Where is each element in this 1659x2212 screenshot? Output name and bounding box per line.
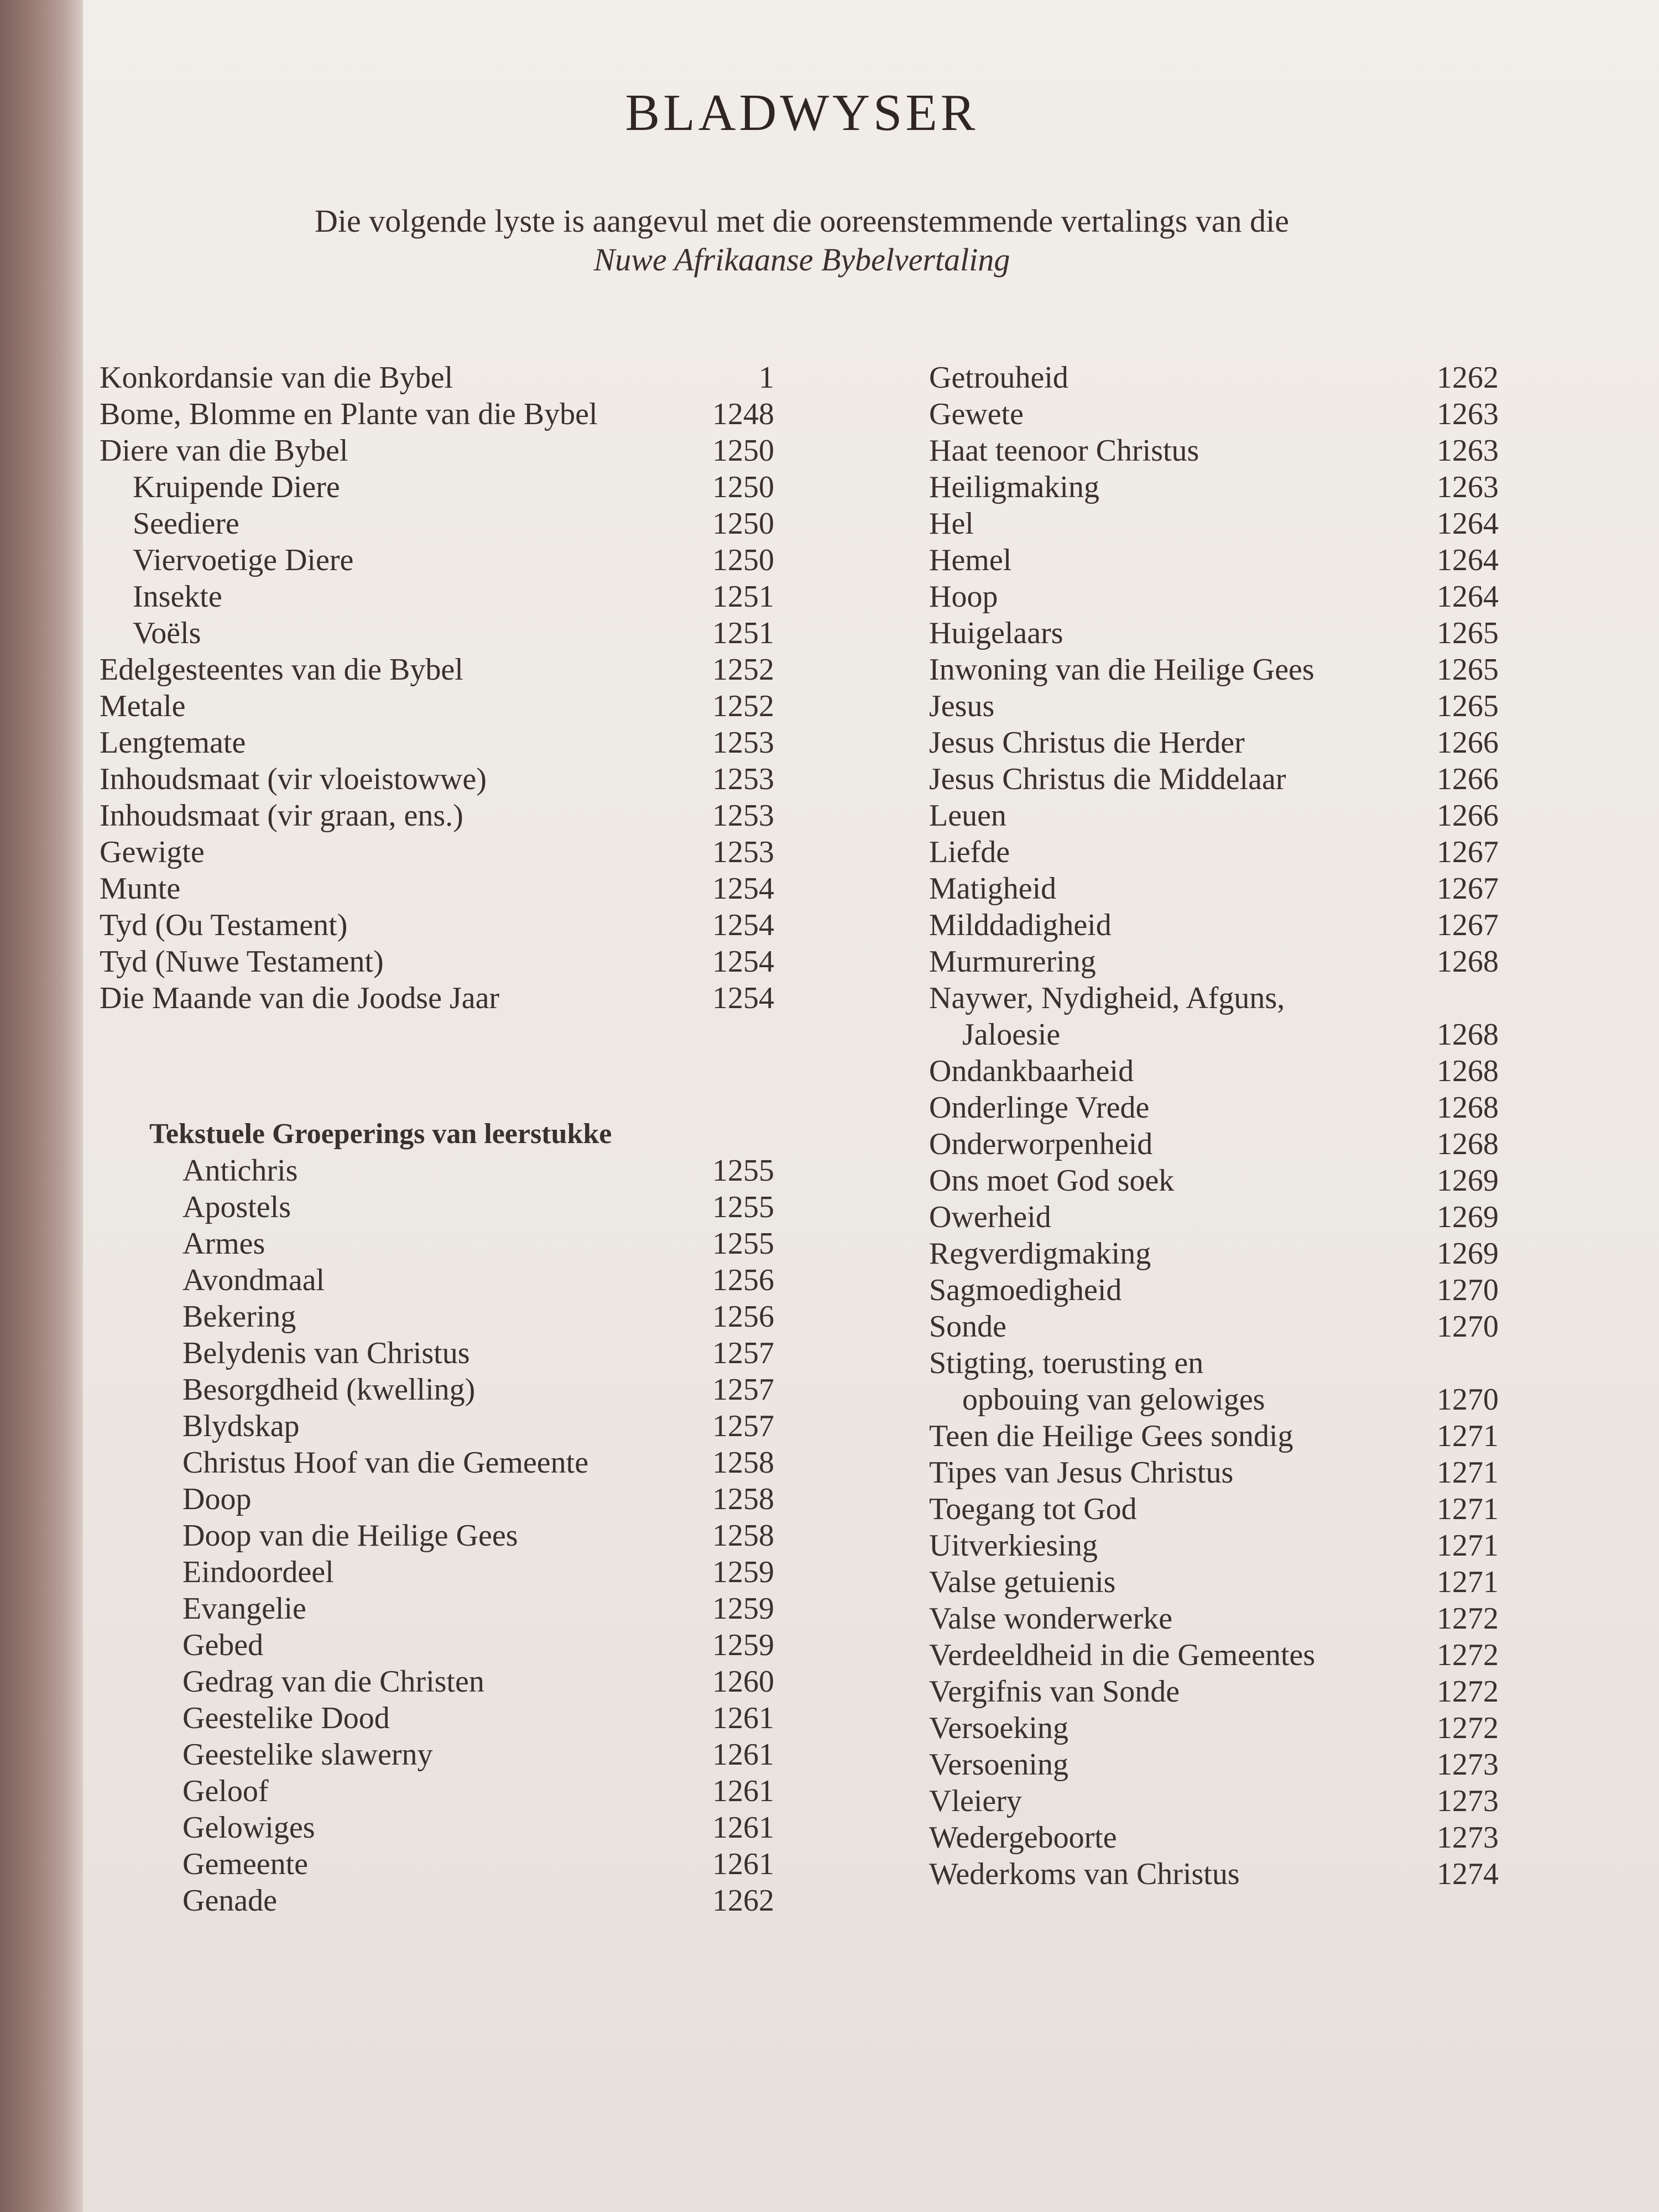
index-entry [100, 505, 774, 542]
index-entry-name: Sonde [929, 1310, 1006, 1344]
index-entry-page: 1256 [712, 1263, 774, 1297]
index-entry [929, 1126, 1499, 1162]
index-entry-name: Valse getuienis [929, 1565, 1116, 1599]
intro-line-2: Nuwe Afrikaanse Bybelvertaling [593, 242, 1010, 278]
index-column-left [100, 359, 774, 1919]
index-entry [929, 1564, 1499, 1600]
index-entry-name: Teen die Heilige Gees sondig [929, 1419, 1293, 1453]
index-entry [182, 1152, 774, 1189]
index-entry-page: 1256 [712, 1300, 774, 1334]
index-entry [929, 1308, 1499, 1345]
index-entry-page: 1254 [712, 908, 774, 942]
index-entry-name: Hel [929, 507, 974, 541]
intro-text [83, 202, 1521, 279]
index-entry-page: 1268 [1437, 1054, 1499, 1088]
index-entry-name: Avondmaal [182, 1263, 325, 1297]
index-entry-name: Gebed [182, 1628, 264, 1662]
index-entry-page: 1252 [712, 653, 774, 687]
index-entry-page: 1270 [1437, 1273, 1499, 1307]
index-entry [182, 1700, 774, 1736]
index-entry [100, 761, 774, 797]
index-entry-name: Wederkoms van Christus [929, 1857, 1240, 1891]
index-entry-name: Tyd (Nuwe Testament) [100, 945, 384, 979]
index-entry-name: Regverdigmaking [929, 1237, 1151, 1271]
index-entry [929, 834, 1499, 870]
index-entry [182, 1736, 774, 1773]
index-entry-name: Metale [100, 689, 186, 723]
index-entry-page: 1253 [712, 835, 774, 869]
index-entry-name: Voëls [133, 616, 201, 650]
index-entry-page: 1250 [712, 434, 774, 468]
index-entry-name: Hemel [929, 543, 1012, 577]
index-entry-name: Onderlinge Vrede [929, 1091, 1150, 1125]
index-entry-wrapped [929, 980, 1499, 1053]
index-entry [182, 1262, 774, 1298]
index-entry-page: 1255 [712, 1190, 774, 1224]
index-entry [182, 1809, 774, 1846]
index-entry [182, 1371, 774, 1408]
index-column-right [929, 359, 1499, 1892]
index-entry [182, 1481, 774, 1517]
index-entry [100, 724, 774, 761]
index-entry-page: 1273 [1437, 1820, 1499, 1855]
index-entry [100, 870, 774, 907]
index-entry-name: Viervoetige Diere [133, 543, 354, 577]
index-entry-name: Gelowiges [182, 1811, 315, 1845]
index-entry-name: Uitverkiesing [929, 1528, 1098, 1563]
index-entry-page: 1272 [1437, 1674, 1499, 1709]
index-entry-page: 1257 [712, 1409, 774, 1443]
index-entry-name: Gewete [929, 397, 1024, 431]
index-entry-name: Geloof [182, 1774, 269, 1808]
index-entry-name: Owerheid [929, 1200, 1051, 1234]
index-entry-page: 1272 [1437, 1638, 1499, 1672]
index-entry-page: 1271 [1437, 1565, 1499, 1599]
index-entry-page: 1269 [1437, 1237, 1499, 1271]
index-entry-page: 1257 [712, 1373, 774, 1407]
index-entry-name: Armes [182, 1227, 265, 1261]
index-entry [929, 578, 1499, 615]
index-entry-page: 1272 [1437, 1711, 1499, 1745]
index-entry [929, 797, 1499, 834]
index-entry [929, 1783, 1499, 1819]
index-entry-name: Jesus Christus die Herder [929, 726, 1245, 760]
index-entry [182, 1663, 774, 1700]
index-entry-name: Wedergeboorte [929, 1820, 1117, 1855]
index-entry [100, 797, 774, 834]
index-entry-page: 1255 [712, 1154, 774, 1188]
index-entry-name: Kruipende Diere [133, 470, 340, 504]
index-entry-page: 1274 [1437, 1857, 1499, 1891]
index-entry-page: 1257 [712, 1336, 774, 1370]
index-entry-page: 1262 [1437, 361, 1499, 395]
index-entry [929, 1527, 1499, 1564]
index-entry [100, 469, 774, 505]
index-entry-page: 1261 [712, 1738, 774, 1772]
index-entry-name: Insekte [133, 580, 222, 614]
index-entry [929, 1162, 1499, 1199]
index-entry-page: 1261 [712, 1811, 774, 1845]
index-entry-page: 1260 [712, 1665, 774, 1699]
index-entry-name: Genade [182, 1884, 278, 1918]
index-entry-page: 1268 [1437, 1127, 1499, 1161]
index-entry-name: Gewigte [100, 835, 205, 869]
page-title: BLADWYSER [625, 84, 979, 142]
index-entry-name: Konkordansie van die Bybel [100, 361, 453, 395]
index-entry-page: 1259 [712, 1628, 774, 1662]
index-entry-name: Tyd (Ou Testament) [100, 908, 348, 942]
index-entry [100, 834, 774, 870]
index-entry [182, 1773, 774, 1809]
index-entry-page: 1265 [1437, 616, 1499, 650]
index-entry [929, 1089, 1499, 1126]
index-entry-page: 1268 [1437, 1018, 1499, 1052]
index-entry [100, 943, 774, 980]
index-entry [929, 1710, 1499, 1746]
index-entry-name: Jesus [929, 689, 995, 723]
index-entry [929, 469, 1499, 505]
index-entry [929, 542, 1499, 578]
index-entry-name: Die Maande van die Joodse Jaar [100, 981, 500, 1015]
index-entry [929, 761, 1499, 797]
index-entry-name: Murmurering [929, 945, 1096, 979]
index-entry-page: 1267 [1437, 835, 1499, 869]
index-entry-name: Ons moet God soek [929, 1164, 1175, 1198]
book-page [83, 0, 1659, 2212]
index-entry [100, 688, 774, 724]
index-entry [929, 1235, 1499, 1272]
index-entry-page: 1271 [1437, 1492, 1499, 1526]
index-entry-name: Stigting, toerusting en [929, 1346, 1204, 1380]
index-entry-name: Ondankbaarheid [929, 1054, 1134, 1088]
index-entry [929, 651, 1499, 688]
index-entry [929, 1746, 1499, 1783]
index-entry-name: Diere van die Bybel [100, 434, 348, 468]
index-entry-name: Versoening [929, 1747, 1068, 1782]
index-entry [929, 1856, 1499, 1892]
index-entry [929, 1819, 1499, 1856]
index-entry [182, 1444, 774, 1481]
index-entry-name: Verdeeldheid in die Gemeentes [929, 1638, 1316, 1672]
index-entry-name: Geestelike Dood [182, 1701, 390, 1735]
index-entry [929, 907, 1499, 943]
index-entry-name: Liefde [929, 835, 1010, 869]
index-entry [929, 359, 1499, 396]
index-entry [929, 1673, 1499, 1710]
index-entry-name: Naywer, Nydigheid, Afguns, [929, 981, 1285, 1015]
index-entry [929, 870, 1499, 907]
index-entry-page: 1273 [1437, 1784, 1499, 1818]
index-entry-page: 1251 [712, 616, 774, 650]
index-entry-page: 1250 [712, 470, 774, 504]
index-entry-page: 1267 [1437, 908, 1499, 942]
index-entry [929, 1637, 1499, 1673]
index-entry [182, 1882, 774, 1919]
index-entry-name-continued: opbouing van gelowiges [962, 1383, 1265, 1417]
index-entry [100, 396, 774, 432]
index-entry-name: Doop [182, 1482, 252, 1516]
index-entry-page: 1258 [712, 1482, 774, 1516]
index-entry-name: Milddadigheid [929, 908, 1112, 942]
index-entry-name: Toegang tot God [929, 1492, 1137, 1526]
index-entry-name: Bekering [182, 1300, 296, 1334]
index-entry [929, 1272, 1499, 1308]
index-entry [182, 1335, 774, 1371]
index-entry-name: Vergifnis van Sonde [929, 1674, 1180, 1709]
index-entry-page: 1270 [1437, 1310, 1499, 1344]
index-entry-name: Inhoudsmaat (vir vloeistowwe) [100, 762, 487, 796]
index-entry-page: 1266 [1437, 726, 1499, 760]
index-entry-name: Seediere [133, 507, 239, 541]
index-entry-page: 1273 [1437, 1747, 1499, 1782]
index-entry-name: Getrouheid [929, 361, 1068, 395]
index-entry-name: Tipes van Jesus Christus [929, 1455, 1234, 1490]
index-entry [929, 615, 1499, 651]
index-entry-name: Evangelie [182, 1592, 306, 1626]
index-entry-page: 1253 [712, 726, 774, 760]
index-entry-name: Lengtemate [100, 726, 246, 760]
index-entry [929, 1454, 1499, 1491]
index-entry-page: 1265 [1437, 689, 1499, 723]
index-entry-page: 1263 [1437, 397, 1499, 431]
index-entry-name: Apostels [182, 1190, 291, 1224]
index-entry [929, 1600, 1499, 1637]
index-entry-name: Christus Hoof van die Gemeente [182, 1446, 589, 1480]
index-entry-page: 1271 [1437, 1419, 1499, 1453]
index-entry-page: 1252 [712, 689, 774, 723]
index-entry-page: 1254 [712, 945, 774, 979]
index-entry-name: Sagmoedigheid [929, 1273, 1122, 1307]
index-entry-name: Valse wonderwerke [929, 1601, 1173, 1636]
index-entry-page: 1253 [712, 762, 774, 796]
index-entry [100, 980, 774, 1016]
index-entry-page: 1254 [712, 872, 774, 906]
index-entry [182, 1408, 774, 1444]
index-entry-name: Onderworpenheid [929, 1127, 1153, 1161]
index-entry [929, 1491, 1499, 1527]
index-entry-name-continued: Jaloesie [962, 1018, 1061, 1052]
index-entry-page: 1264 [1437, 543, 1499, 577]
index-entry-name: Hoop [929, 580, 998, 614]
index-entry-name: Bome, Blomme en Plante van die Bybel [100, 397, 598, 431]
index-entry-name: Versoeking [929, 1711, 1068, 1745]
index-entry [100, 907, 774, 943]
index-entry-page: 1259 [712, 1592, 774, 1626]
index-entry-name: Huigelaars [929, 616, 1063, 650]
index-entry-page: 1270 [1437, 1383, 1499, 1417]
index-entry-page: 1268 [1437, 945, 1499, 979]
index-entry-page: 1250 [712, 507, 774, 541]
index-entry-page: 1248 [712, 397, 774, 431]
index-entry [929, 505, 1499, 542]
index-entry-page: 1266 [1437, 799, 1499, 833]
index-entry-name: Antichris [182, 1154, 298, 1188]
index-entry-page: 1265 [1437, 653, 1499, 687]
index-entry-name: Geestelike slawerny [182, 1738, 433, 1772]
index-entry-name: Jesus Christus die Middelaar [929, 762, 1286, 796]
index-entry-name: Haat teenoor Christus [929, 434, 1199, 468]
index-entry [182, 1627, 774, 1663]
index-entry [100, 542, 774, 578]
index-entry-page: 1268 [1437, 1091, 1499, 1125]
index-entry-name: Edelgesteentes van die Bybel [100, 653, 463, 687]
index-entry-name: Leuen [929, 799, 1006, 833]
index-entry [182, 1189, 774, 1225]
index-entry [929, 724, 1499, 761]
index-entry-page: 1262 [712, 1884, 774, 1918]
index-entry-name: Matigheid [929, 872, 1057, 906]
index-entry [182, 1225, 774, 1262]
index-entry-page: 1271 [1437, 1528, 1499, 1563]
index-entry [929, 432, 1499, 469]
index-entry-page: 1272 [1437, 1601, 1499, 1636]
index-entry-page: 1254 [712, 981, 774, 1015]
index-entry [929, 1199, 1499, 1235]
index-entry-page: 1264 [1437, 507, 1499, 541]
index-entry [100, 651, 774, 688]
index-entry-page: 1258 [712, 1446, 774, 1480]
index-entry-page: 1267 [1437, 872, 1499, 906]
index-entry-page: 1263 [1437, 434, 1499, 468]
index-entry [929, 1053, 1499, 1089]
index-entry [929, 943, 1499, 980]
index-entry-name: Vleiery [929, 1784, 1022, 1818]
index-entry [100, 615, 774, 651]
index-entry [182, 1590, 774, 1627]
index-entry-page: 1269 [1437, 1200, 1499, 1234]
index-entry-page: 1266 [1437, 762, 1499, 796]
index-entry [100, 578, 774, 615]
index-entry-name: Eindoordeel [182, 1555, 334, 1589]
index-entry [182, 1517, 774, 1554]
index-entry-name: Inhoudsmaat (vir graan, ens.) [100, 799, 463, 833]
index-entry-page: 1263 [1437, 470, 1499, 504]
index-entry [182, 1554, 774, 1590]
index-entry-page: 1253 [712, 799, 774, 833]
index-entry-page: 1259 [712, 1555, 774, 1589]
index-entry-page: 1251 [712, 580, 774, 614]
index-entry-page: 1261 [712, 1847, 774, 1881]
index-entry [929, 396, 1499, 432]
index-entry-page: 1261 [712, 1774, 774, 1808]
index-entry-page: 1255 [712, 1227, 774, 1261]
index-entry-name: Doop van die Heilige Gees [182, 1519, 518, 1553]
index-entry-page: 1258 [712, 1519, 774, 1553]
index-entry [929, 1418, 1499, 1454]
index-entry-name: Munte [100, 872, 181, 906]
index-entry [182, 1298, 774, 1335]
index-entry-page: 1264 [1437, 580, 1499, 614]
index-entry-name: Besorgdheid (kwelling) [182, 1373, 476, 1407]
intro-line-1: Die volgende lyste is aangevul met die ooreenstemmende vertalings van die [314, 203, 1289, 239]
index-entry-name: Gedrag van die Christen [182, 1665, 484, 1699]
index-entry [929, 688, 1499, 724]
index-entry-name: Inwoning van die Heilige Gees [929, 653, 1314, 687]
index-entry-page: 1 [759, 361, 774, 395]
index-entry-page: 1250 [712, 543, 774, 577]
index-entry [100, 432, 774, 469]
index-entry-name: Gemeente [182, 1847, 308, 1881]
index-entry-wrapped [929, 1345, 1499, 1418]
index-entry-name: Heiligmaking [929, 470, 1099, 504]
index-entry-name: Belydenis van Christus [182, 1336, 470, 1370]
book-spine-shadow [0, 0, 83, 2212]
index-entry [182, 1846, 774, 1882]
section-heading: Tekstuele Groeperings van leerstukke [149, 1118, 612, 1150]
index-entry-page: 1261 [712, 1701, 774, 1735]
index-entry-name: Blydskap [182, 1409, 300, 1443]
index-entry [100, 359, 774, 396]
index-entry-page: 1271 [1437, 1455, 1499, 1490]
index-entry-page: 1269 [1437, 1164, 1499, 1198]
